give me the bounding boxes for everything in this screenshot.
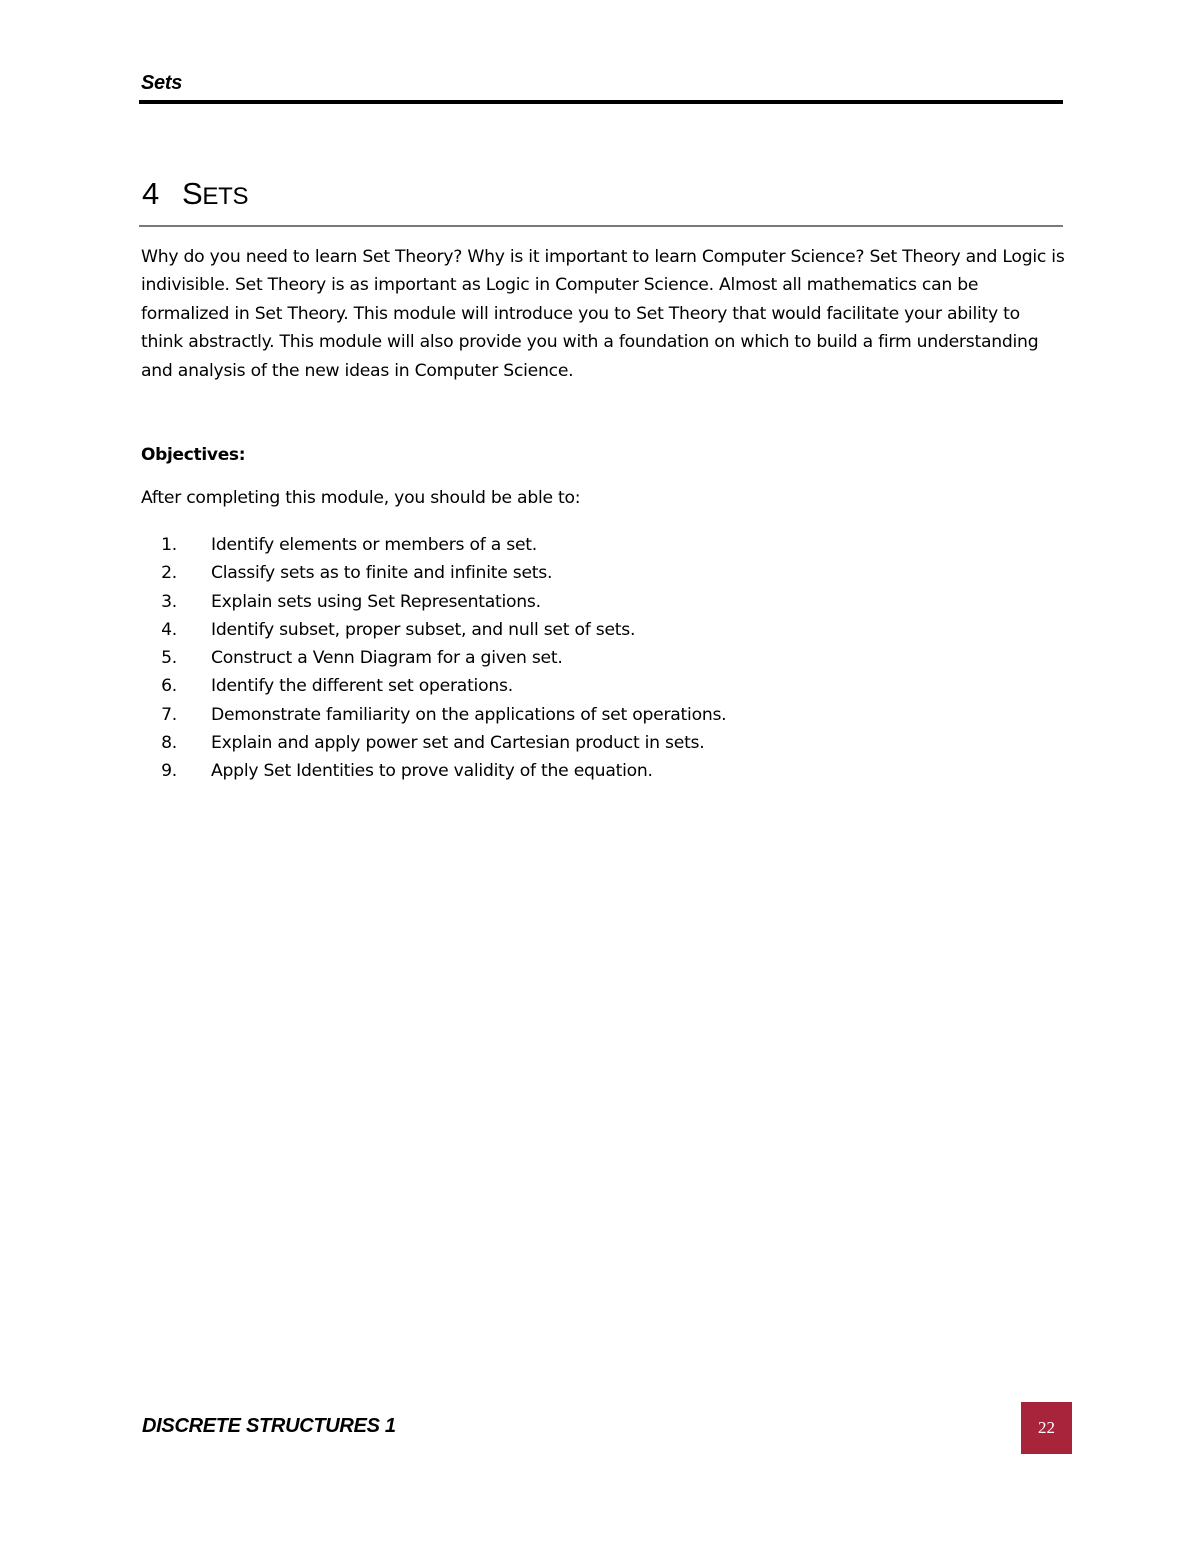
page-number: 22 (1038, 1418, 1055, 1437)
objectives-lead: After completing this module, you should be able to: (141, 488, 581, 508)
objective-text: Classify sets as to finite and infinite sets. (211, 563, 553, 584)
header-rule (139, 100, 1063, 104)
objective-number: 9. (161, 761, 177, 782)
objective-text: Demonstrate familiarity on the applications of set operations. (211, 704, 727, 725)
objective-number: 8. (161, 733, 177, 754)
objective-number: 6. (161, 676, 177, 697)
intro-paragraph: Why do you need to learn Set Theory? Why is it important to learn Computer Science? Set Theory and Logic is indivisible. Set Theory is as important as Logic in Computer Science. Almost all mathematics can be formalized in Set Theory. This module will introduce you to Set Theory that would facilitate your ability to think abstractly. This module will also provide you with a foundation on which to build a firm understanding and analysis of the new ideas in Computer Science. (141, 247, 1065, 381)
objectives-heading: Objectives: (141, 445, 246, 465)
objective-item (141, 729, 726, 757)
objective-item (141, 616, 726, 644)
chapter-title (142, 176, 248, 212)
objective-text: Explain sets using Set Representations. (211, 591, 541, 612)
chapter-title-initial: S (182, 176, 203, 211)
objective-item (141, 701, 726, 729)
objective-number: 7. (161, 704, 177, 725)
objective-number: 2. (161, 563, 177, 584)
objective-text: Identify subset, proper subset, and null set of sets. (211, 619, 636, 640)
page-number-badge (1021, 1402, 1072, 1454)
objective-text: Explain and apply power set and Cartesian product in sets. (211, 733, 705, 754)
objective-text: Construct a Venn Diagram for a given set. (211, 648, 563, 669)
objective-text: Apply Set Identities to prove validity of the equation. (211, 761, 653, 782)
objective-item (141, 531, 726, 559)
objective-item (141, 644, 726, 672)
objective-text: Identify elements or members of a set. (211, 535, 537, 555)
chapter-title-rest: ETS (202, 183, 249, 210)
objective-number: 4. (161, 619, 177, 640)
objective-item (141, 757, 726, 785)
objective-number: 1. (161, 535, 177, 555)
objective-item (141, 559, 726, 587)
objective-item (141, 672, 726, 700)
objective-number: 5. (161, 648, 177, 669)
title-rule (139, 225, 1063, 227)
running-header: Sets (141, 72, 183, 94)
footer-course-title: DISCRETE STRUCTURES 1 (142, 1415, 396, 1437)
objective-item (141, 588, 726, 616)
objective-number: 3. (161, 591, 177, 612)
objective-text: Identify the different set operations. (211, 676, 513, 697)
objectives-list (141, 531, 726, 786)
chapter-number: 4 (142, 176, 159, 211)
